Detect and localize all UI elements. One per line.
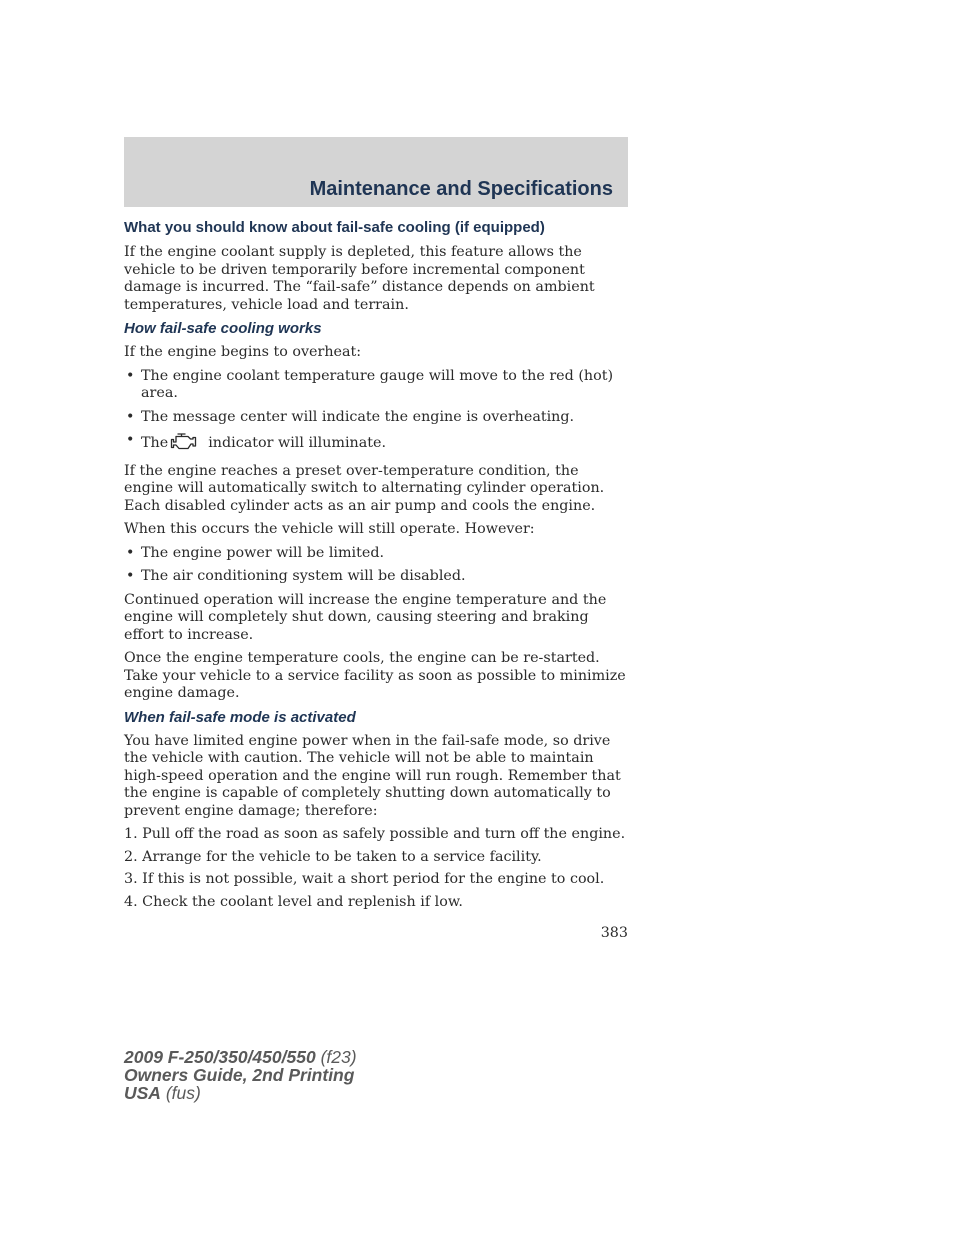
footer [124,1048,357,1102]
list-item [124,368,632,403]
steps-list [124,826,632,911]
when-paragraph: When this occurs the vehicle will still operate. However: [124,521,535,537]
overheat-paragraph: If the engine begins to overheat: [124,344,362,360]
subheading-how-it-works: How fail-safe cooling works [124,320,322,337]
section-title: Maintenance and Specifications [309,178,613,200]
bullet-mark: • [126,432,135,448]
bullet-mark: • [126,408,135,425]
step-item: 1. Pull off the road as soon as safely possible and turn off the engine. [124,826,626,842]
step-item: 2. Arrange for the vehicle to be taken to a service facility. [124,848,542,865]
footer-region: USA [124,1083,161,1103]
footer-region-code: (fus) [160,1083,201,1103]
operation-bullet-list [124,545,632,586]
continued-paragraph: Continued operation will increase the engine temperature and the engine will completely shut down, causing steering and braking effort to increase. [124,591,607,643]
footer-model-code: (f23) [315,1047,357,1067]
list-item [124,568,632,586]
list-item-text-after-icon: indicator will illuminate. [208,435,387,451]
main-heading: What you should know about fail-safe cooling (if equipped) [124,219,545,236]
bullet-mark: • [126,568,135,584]
list-item [124,409,632,427]
list-item [124,432,632,457]
list-item [124,545,632,563]
footer-line-guide: Owners Guide, 2nd Printing [124,1065,355,1085]
list-item-text: The message center will indicate the engine is overheating. [141,408,575,425]
list-item-text: The engine power will be limited. [141,544,385,561]
intro-paragraph: If the engine coolant supply is depleted, this feature allows the vehicle to be driven temporarily before incremental component damage is incurred. The “fail-safe” distance depends on ambient temperatures, vehicle load and terrain. [124,244,595,313]
overheat-bullet-list [124,368,632,457]
footer-model: 2009 F-250/350/450/550 [124,1047,316,1067]
step-item: 4. Check the coolant level and replenish if low. [124,893,463,910]
bullet-mark: • [126,367,135,384]
step-item: 3. If this is not possible, wait a short period for the engine to cool. [124,871,605,887]
check-engine-icon [170,432,200,457]
page-content [124,219,632,916]
footer-line-region [124,1084,357,1102]
list-item-text-before-icon: The [141,435,169,451]
section-header-band [124,137,628,207]
preset-paragraph: If the engine reaches a preset over-temperature condition, the engine will automatically switch to alternating cylinder operation. Each disabled cylinder acts as an air pump and cools the engine. [124,462,605,514]
bullet-mark: • [126,544,135,561]
page-number: 383 [600,925,628,941]
list-item-text: The air conditioning system will be disabled. [141,568,466,584]
footer-line-model [124,1048,357,1066]
limited-power-paragraph: You have limited engine power when in the fail-safe mode, so drive the vehicle with caution. The vehicle will not be able to maintain high-speed operation and the engine will run rough. Remember that the engine is capable of completely shutting down automatically to prevent engine damage; therefore: [124,732,621,819]
subheading-fail-safe-activated: When fail-safe mode is activated [124,708,356,726]
once-paragraph: Once the engine temperature cools, the engine can be re-started. Take your vehicle to a service facility as soon as possible to minimize engine damage. [124,650,626,701]
list-item-text: The engine coolant temperature gauge will move to the red (hot) area. [141,367,614,401]
